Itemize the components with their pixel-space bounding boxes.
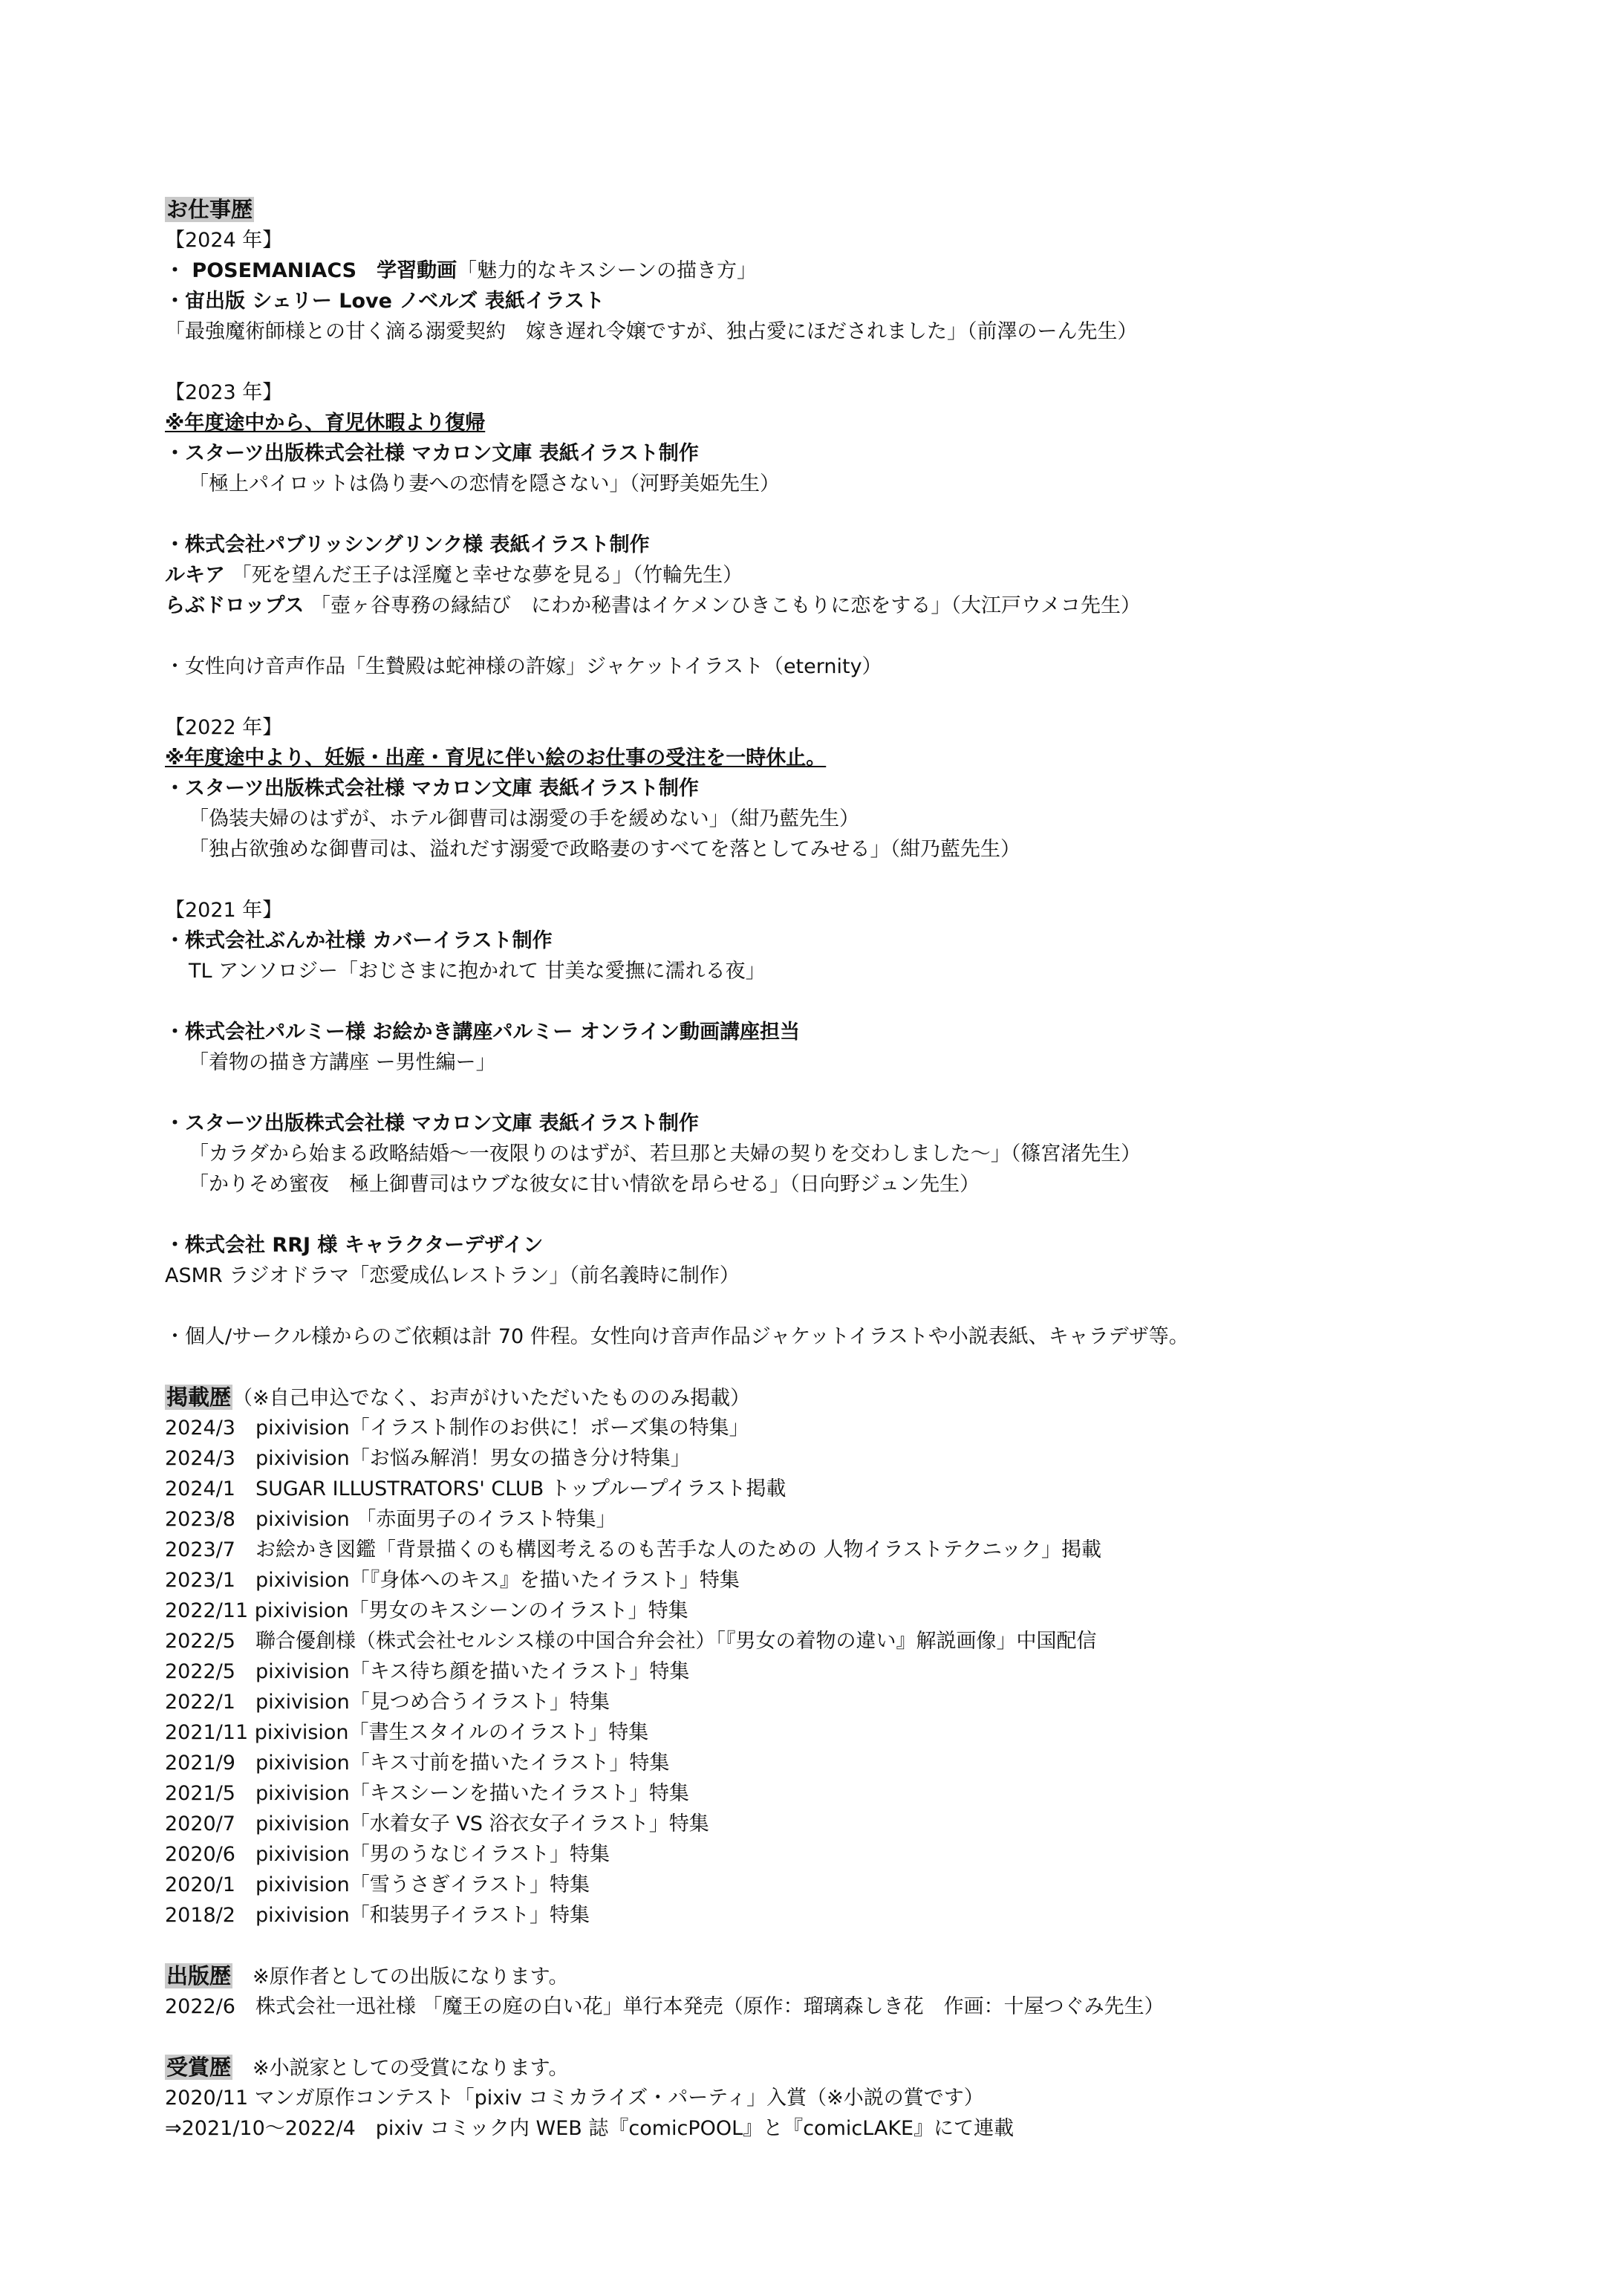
feature-list-item: 2020/7 pixivision「水着女子 VS 浴衣女子イラスト」特集 xyxy=(165,1812,709,1835)
work-item: ・株式会社ぶんか社様 カバーイラスト制作 xyxy=(165,929,553,952)
year-2021: 【2021 年】 xyxy=(165,899,283,922)
work-history-heading: お仕事歴 xyxy=(166,197,253,222)
work-item: ・個人/サークル様からのご依頼は計 70 件程。女性向け音声作品ジャケットイラストや小説表紙、キャラデザ等。 xyxy=(165,1325,1189,1348)
work-item: ・ POSEMANIACS 学習動画「魅力的なキスシーンの描き方」 xyxy=(165,259,758,282)
work-item-detail: 「最強魔術師様との甘く滴る溺愛契約 嫁き遅れ令嬢ですが、独占愛にほだされました」（前澤のーん先生） xyxy=(165,320,1138,343)
feature-list-item: 2023/8 pixivision 「赤面男子のイラスト特集」 xyxy=(165,1508,616,1531)
feature-list-item: 2024/1 SUGAR ILLUSTRATORS' CLUB トップループイラスト掲載 xyxy=(165,1477,786,1500)
feature-list-item: 2020/1 pixivision「雪うさぎイラスト」特集 xyxy=(165,1873,590,1896)
publishing-heading: 出版歴 xyxy=(166,1963,232,1988)
year-2022: 【2022 年】 xyxy=(165,716,283,739)
work-item-detail: 「かりそめ蜜夜 極上御曹司はウブな彼女に甘い情欲を昂らせる」（日向野ジュン先生） xyxy=(189,1173,980,1196)
feature-list-item: 2023/1 pixivision「『身体へのキス』を描いたイラスト」特集 xyxy=(165,1569,740,1592)
work-item-detail: TL アンソロジー「おじさまに抱かれて 甘美な愛撫に濡れる夜」 xyxy=(189,960,766,983)
feature-list-item: 2022/5 聯合優創様（株式会社セルシス様の中国合弁会社）「『男女の着物の違い』解説画像」中国配信 xyxy=(165,1630,1097,1653)
feature-list-item: 2023/7 お絵かき図鑑「背景描くのも構図考えるのも苦手な人のための 人物イラストテクニック」掲載 xyxy=(165,1538,1102,1561)
awards-heading: 受賞歴 xyxy=(166,2055,232,2080)
work-item: ・株式会社パブリッシングリンク様 表紙イラスト制作 xyxy=(165,533,650,556)
work-item: ・スターツ出版株式会社様 マカロン文庫 表紙イラスト制作 xyxy=(165,442,699,465)
feature-list-item: 2020/6 pixivision「男のうなじイラスト」特集 xyxy=(165,1843,610,1866)
work-item: ・女性向け音声作品「生贄殿は蛇神様の許嫁」ジャケットイラスト（eternity） xyxy=(165,655,882,678)
work-item-detail: 「独占欲強めな御曹司は、溢れだす溺愛で政略妻のすべてを落としてみせる」（紺乃藍先生） xyxy=(189,838,1020,861)
feature-list-item: 2024/3 pixivision「お悩み解消！男女の描き分け特集」 xyxy=(165,1447,691,1470)
features-section xyxy=(165,1382,1502,1413)
work-item: ・スターツ出版株式会社様 マカロン文庫 表紙イラスト制作 xyxy=(165,1112,699,1135)
feature-list-item: 2022/11 pixivision「男女のキスシーンのイラスト」特集 xyxy=(165,1599,688,1622)
publishing-section xyxy=(165,1961,1502,1991)
feature-list-item: 2022/5 pixivision「キス待ち顔を描いたイラスト」特集 xyxy=(165,1660,690,1683)
resume-document xyxy=(165,195,1502,2144)
work-history-section xyxy=(165,195,1502,225)
publishing-item: 2022/6 株式会社一迅社様 「魔王の庭の白い花」単行本発売（原作：瑠璃森しき花 作画：十屋つぐみ先生） xyxy=(165,1995,1165,2018)
work-item-detail: 「カラダから始まる政略結婚〜一夜限りのはずが、若旦那と夫婦の契りを交わしました〜」（篠宮渚先生） xyxy=(189,1142,1141,1165)
year-note: ※年度途中から、育児休暇より復帰 xyxy=(165,412,486,435)
feature-list-item: 2021/11 pixivision「書生スタイルのイラスト」特集 xyxy=(165,1721,649,1744)
feature-list-item: 2021/5 pixivision「キスシーンを描いたイラスト」特集 xyxy=(165,1782,689,1805)
feature-list-item: 2021/9 pixivision「キス寸前を描いたイラスト」特集 xyxy=(165,1752,670,1775)
work-item: ・株式会社 RRJ 様 キャラクターデザイン xyxy=(165,1234,544,1257)
work-item: ・宙出版 シェリー Love ノベルズ 表紙イラスト xyxy=(165,290,605,313)
awards-item: 2020/11 マンガ原作コンテスト「pixiv コミカライズ・パーティ」入賞（※小説の賞です） xyxy=(165,2087,984,2110)
publishing-note: ※原作者としての出版になります。 xyxy=(253,1965,569,1988)
work-item-detail: 「偽装夫婦のはずが、ホテル御曹司は溺愛の手を緩めない」（紺乃藍先生） xyxy=(189,807,860,830)
work-item-detail: ASMR ラジオドラマ「恋愛成仏レストラン」（前名義時に制作） xyxy=(165,1264,740,1287)
year-2024: 【2024 年】 xyxy=(165,229,283,252)
work-item-detail: ルキア 「死を望んだ王子は淫魔と幸せな夢を見る」（竹輪先生） xyxy=(165,564,743,587)
year-note: ※年度途中より、妊娠・出産・育児に伴い絵のお仕事の受注を一時休止。 xyxy=(165,747,827,770)
work-item: ・スターツ出版株式会社様 マカロン文庫 表紙イラスト制作 xyxy=(165,777,699,800)
work-item-detail: らぶドロップス 「壺ヶ谷専務の縁結び にわか秘書はイケメンひきこもりに恋をする」（大江戸ウメコ先生） xyxy=(165,594,1141,617)
feature-list-item: 2018/2 pixivision「和装男子イラスト」特集 xyxy=(165,1904,590,1927)
feature-list-item: 2024/3 pixivision「イラスト制作のお供に！ポーズ集の特集」 xyxy=(165,1417,749,1440)
awards-item: ⇒2021/10〜2022/4 pixiv コミック内 WEB 誌『comicPOOL』と『comicLAKE』にて連載 xyxy=(165,2117,1014,2140)
year-2023: 【2023 年】 xyxy=(165,381,283,404)
work-item-detail: 「着物の描き方講座 ー男性編ー」 xyxy=(189,1051,496,1074)
features-list xyxy=(165,1413,1502,1931)
awards-section xyxy=(165,2052,1502,2083)
work-item-detail: 「極上パイロットは偽り妻への恋情を隠さない」（河野美姫先生） xyxy=(189,472,780,495)
work-item: ・株式会社パルミー様 お絵かき講座パルミー オンライン動画講座担当 xyxy=(165,1021,800,1044)
awards-note: ※小説家としての受賞になります。 xyxy=(253,2057,569,2080)
features-note: （※自己申込でなく、お声がけいただいたもののみ掲載） xyxy=(232,1387,751,1410)
features-heading: 掲載歴 xyxy=(166,1385,232,1410)
feature-list-item: 2022/1 pixivision「見つめ合うイラスト」特集 xyxy=(165,1691,610,1714)
